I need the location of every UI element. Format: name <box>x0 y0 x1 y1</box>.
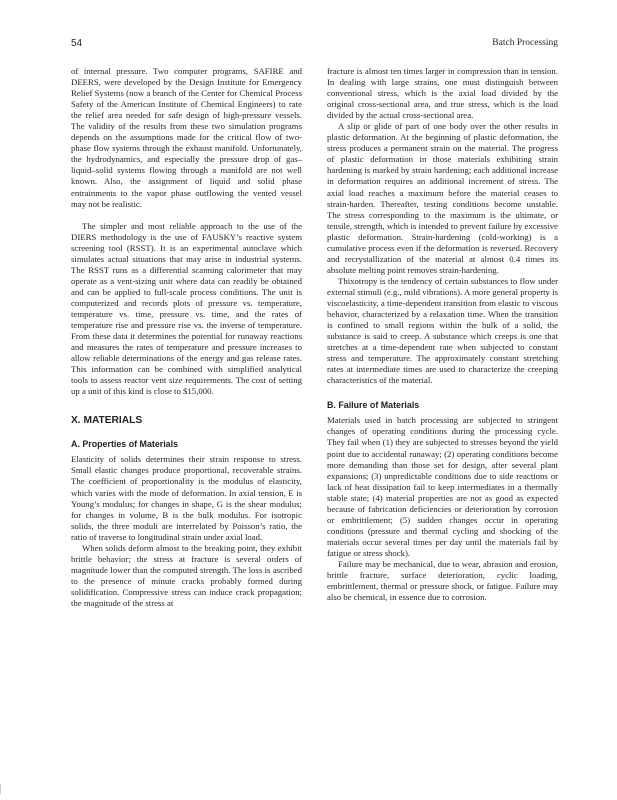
left-paragraph-3: Elasticity of solids determines their strain response to stress. Small elastic changes produce proportional, recoverable strains. The coefficient of proportionality is the modulus of elasticity, which varies with the mode of deformation. In axial tension, E is Young’s modulus; for changes in shape, G is the shear modulus; for changes in volume, B is the bulk modulus. For isotropic solids, the three moduli are interrelated by Poisson’s ratio, the ratio of traverse to longitudinal strain under axial load. <box>71 454 302 542</box>
running-head: Batch Processing <box>492 38 558 48</box>
right-paragraph-2: A slip or glide of part of one body over the other results in plastic deformation. At the beginning of plastic deformation, the stress produces a permanent strain on the material. The progress of plastic deformation in those materials exhibiting strain hardening is marked by strain hardening; each additional increase in deformation requires an additional increment of stress. The axial load reaches a maximum before the material ceases to strain-harden. Thereafter, testing conditions become unstable. The stress corresponding to the maximum is the ultimate, or tensile, strength, which is intended to prevent failure by excessive plastic deformation. Strain-hardening (cold-working) is a cumulative process even if the deformation is reversed. Recovery and recrystallization of the material at almost 0.4 times its absolute melting point removes strain-hardening. <box>327 121 558 275</box>
right-paragraph-3: Thixotropy is the tendency of certain substances to flow under external stimuli (e.g., mild vibrations). A more general property is viscoelasticity, a time-dependent transition from elastic to viscous behavior, characterized by a relaxation time. When the transition is confined to small regions within the bulk of a solid, the substance is said to creep. A substance which creeps is one that stretches at a time-dependent rate when subjected to constant stress and temperature. The approximately constant stretching rates at intermediate times are used to characterize the creeping characteristics of the material. <box>327 275 558 386</box>
page-edge-mark <box>0 784 1 794</box>
page-header <box>71 38 558 52</box>
right-paragraph-5: Failure may be mechanical, due to wear, abrasion and erosion, brittle fracture, surface deterioration, cyclic loading, embrittlement, thermal or pressure shock, or fatigue. Failure may also be chemical, in essence due to corrosion. <box>327 558 558 603</box>
right-paragraph-1: fracture is almost ten times larger in compression than in tension. In dealing with large strains, one must distinguish between conventional stress, which is the axial load divided by the original cross-sectional area, and true stress, which is the load divided by the actual cross-sectional area. <box>327 66 558 121</box>
subsection-heading-properties: A. Properties of Materials <box>71 439 179 450</box>
right-column <box>327 66 558 603</box>
page-number: 54 <box>71 38 83 49</box>
left-paragraph-4: When solids deform almost to the breaking point, they exhibit brittle behavior; the stress at fracture is several orders of magnitude lower than the computed strength. The loss is ascribed to the presence of minute cracks probably formed during solidification. Compressive stress can induce crack propagation; the magnitude of the stress at <box>71 542 302 608</box>
right-paragraph-4: Materials used in batch processing are subjected to stringent changes of operating conditions during the processing cycle. They fail when (1) they are subjected to stresses beyond the yield point due to accidental runaway; (2) operating conditions become more demanding than those set for design, after several plant expansions; (3) unpredictable conditions due to side reactions or lack of heat dissipation fail to keep intermediates in a thermally stable state; (4) material properties are not as good as expected because of fabrication deficiencies or deterioration by corrosion or embrittlement; (5) sudden changes occur in operating conditions (pressure and thermal cycling and shocking of the materials occur several times per day until the materials fail by fatigue or stress shock). <box>327 415 558 558</box>
left-column <box>71 66 302 609</box>
left-paragraph-2: The simpler and most reliable approach to the use of the DIERS methodology is the use of FAUSKY’s reactive system screening tool (RSST). It is an experimental autoclave which simulates actual situations that may arise in industrial systems. The RSST runs as a differential scanning calorimeter that may operate as a vent-sizing unit where data can readily be obtained and can be applied to full-scale process conditions. The unit is computerized and records plots of pressure vs. temperature, temperature vs. time, pressure vs. time, and the rates of temperature rise and pressure rise vs. the inverse of temperature. From these data it determines the potential for runaway reactions and measures the rates of temperature and pressure increases to allow reliable determinations of the energy and gas release rates. This information can be combined with simplified analytical tools to assess reactor vent size requirements. The cost of setting up a unit of this kind is close to $15,000. <box>71 220 302 397</box>
left-paragraph-1: of internal pressure. Two computer programs, SAFIRE and DEERS, were developed by the Design Institute for Emergency Relief Systems (now a branch of the Center for Chemical Process Safety of the American Institute of Chemical Engineers) to rate the relief area needed for safe design of high-pressure vessels. The validity of the results from these two simulation programs depends on the assumptions made for the critical flow of two-phase flow systems through the exhaust manifold. Unfortunately, the hydrodynamics, and especially the pressure drop of gas–liquid–solid systems flowing through a manifold are not well known. Also, the assignment of liquid and solid phase entrainments to the vapor phase outflowing the vented vessel may not be realistic. <box>71 66 302 209</box>
section-heading-materials: X. MATERIALS <box>71 415 143 427</box>
subsection-heading-failure: B. Failure of Materials <box>327 400 420 411</box>
